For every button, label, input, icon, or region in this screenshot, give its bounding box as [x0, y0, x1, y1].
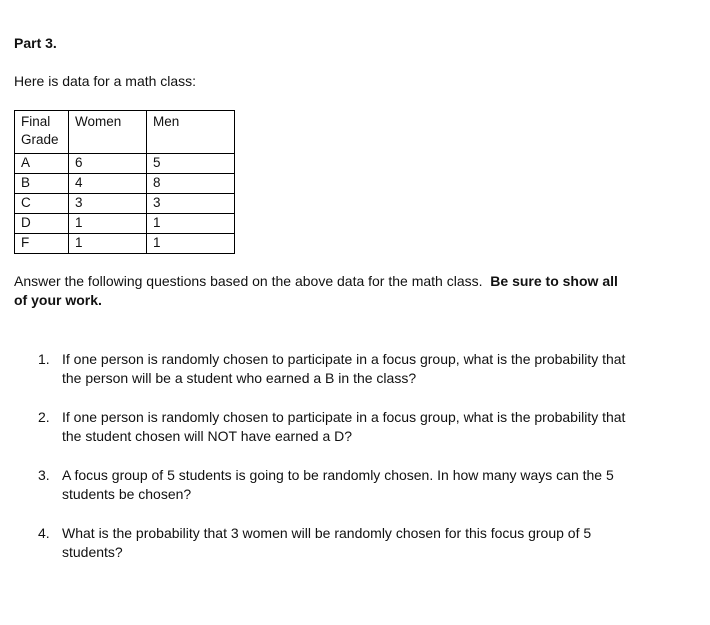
women-cell: 1 [69, 214, 147, 234]
instructions-text: Answer the following questions based on the above data for the math class. [14, 273, 483, 289]
header-final-grade: Final Grade [15, 111, 69, 154]
grade-table [14, 110, 235, 254]
men-cell: 1 [147, 214, 235, 234]
grade-cell: B [15, 174, 69, 194]
grade-cell: C [15, 194, 69, 214]
table-row [15, 174, 235, 194]
header-men: Men [147, 111, 235, 154]
intro-text: Here is data for a math class: [14, 73, 197, 89]
men-cell: 3 [147, 194, 235, 214]
men-cell: 1 [147, 234, 235, 254]
question-number: 2. [38, 409, 50, 425]
men-cell: 5 [147, 154, 235, 174]
question-item [38, 466, 638, 504]
instructions [14, 272, 634, 310]
question-text: If one person is randomly chosen to participate in a focus group, what is the probability that the student chosen will NOT have earned a D? [62, 409, 626, 444]
question-item [38, 408, 638, 446]
instructions-emphasis: Be sure to show all of your work. [14, 273, 618, 308]
men-cell: 8 [147, 174, 235, 194]
question-text: A focus group of 5 students is going to be randomly chosen. In how many ways can the 5 students be chosen? [62, 467, 614, 502]
women-cell: 4 [69, 174, 147, 194]
women-cell: 6 [69, 154, 147, 174]
question-item [38, 350, 638, 388]
part-title: Part 3. [14, 35, 57, 51]
grade-cell: D [15, 214, 69, 234]
header-women: Women [69, 111, 147, 154]
grade-cell: F [15, 234, 69, 254]
grade-cell: A [15, 154, 69, 174]
table-header-row [15, 111, 235, 154]
women-cell: 3 [69, 194, 147, 214]
question-text: What is the probability that 3 women will be randomly chosen for this focus group of 5 students? [62, 525, 592, 560]
women-cell: 1 [69, 234, 147, 254]
question-list [38, 350, 638, 582]
table-row [15, 234, 235, 254]
question-item [38, 524, 638, 562]
question-number: 3. [38, 467, 50, 483]
question-text: If one person is randomly chosen to participate in a focus group, what is the probability that the person will be a student who earned a B in the class? [62, 351, 626, 386]
table-row [15, 194, 235, 214]
question-number: 4. [38, 525, 50, 541]
table-row [15, 154, 235, 174]
question-number: 1. [38, 351, 50, 367]
table-row [15, 214, 235, 234]
